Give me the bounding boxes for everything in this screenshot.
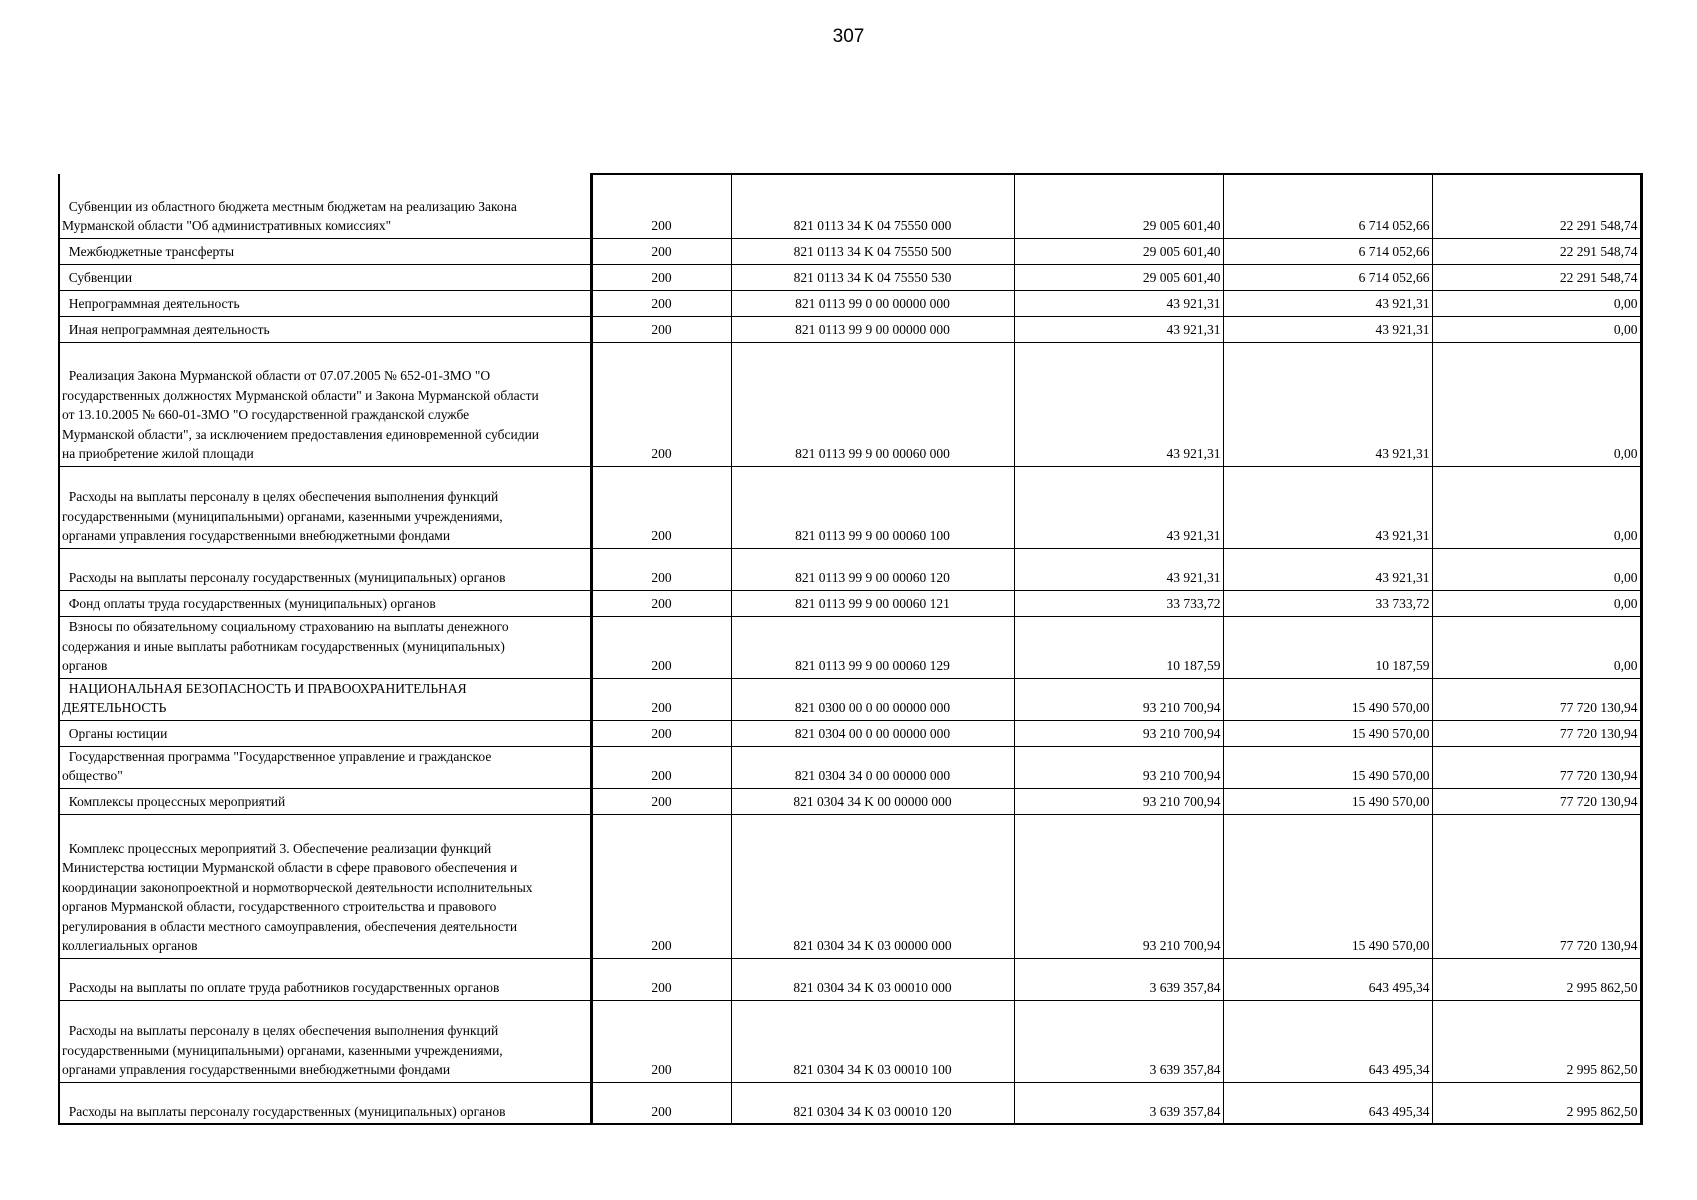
row-approved-amount: 43 921,31 (1014, 290, 1223, 316)
row-approved-amount: 3 639 357,84 (1014, 1000, 1223, 1082)
table-row (59, 548, 1641, 590)
row-approved-amount: 93 210 700,94 (1014, 788, 1223, 814)
row-name: Субвенции (59, 264, 591, 290)
row-budget-classification-code: 821 0113 99 9 00 00000 000 (731, 316, 1014, 342)
row-executed-amount: 6 714 052,66 (1223, 174, 1432, 238)
row-line-code: 200 (591, 316, 731, 342)
row-name: Расходы на выплаты персоналу в целях обеспечения выполнения функций государственными (муниципальными) органами, казенными учреждениями, органами управления государственными внебюджетными фондами (59, 1000, 591, 1082)
row-line-code: 200 (591, 466, 731, 548)
row-approved-amount: 33 733,72 (1014, 590, 1223, 616)
row-unexecuted-amount: 77 720 130,94 (1432, 788, 1641, 814)
budget-table-body (59, 174, 1641, 1124)
row-name: Комплекс процессных мероприятий 3. Обеспечение реализации функций Министерства юстиции Мурманской области в сфере правового обеспечения и координации законопроектной и нормотворческой деятельности исполнительных органов Мурманской области, государственного строительства и правового регулирования в области местного самоуправления, обеспечения деятельности коллегиальных органов (59, 814, 591, 958)
row-executed-amount: 15 490 570,00 (1223, 814, 1432, 958)
row-unexecuted-amount: 22 291 548,74 (1432, 174, 1641, 238)
row-line-code: 200 (591, 616, 731, 678)
row-budget-classification-code: 821 0304 34 K 03 00000 000 (731, 814, 1014, 958)
row-unexecuted-amount: 0,00 (1432, 316, 1641, 342)
table-row (59, 616, 1641, 678)
row-budget-classification-code: 821 0300 00 0 00 00000 000 (731, 678, 1014, 720)
row-executed-amount: 33 733,72 (1223, 590, 1432, 616)
table-row (59, 746, 1641, 788)
row-budget-classification-code: 821 0113 34 K 04 75550 500 (731, 238, 1014, 264)
row-line-code: 200 (591, 174, 731, 238)
row-budget-classification-code: 821 0304 34 K 00 00000 000 (731, 788, 1014, 814)
row-executed-amount: 643 495,34 (1223, 1082, 1432, 1124)
row-name: Фонд оплаты труда государственных (муниципальных) органов (59, 590, 591, 616)
table-row (59, 1000, 1641, 1082)
row-approved-amount: 43 921,31 (1014, 466, 1223, 548)
row-budget-classification-code: 821 0113 99 9 00 00060 100 (731, 466, 1014, 548)
row-unexecuted-amount: 22 291 548,74 (1432, 238, 1641, 264)
row-line-code: 200 (591, 290, 731, 316)
table-row (59, 958, 1641, 1000)
row-line-code: 200 (591, 958, 731, 1000)
row-line-code: 200 (591, 1000, 731, 1082)
row-unexecuted-amount: 77 720 130,94 (1432, 720, 1641, 746)
row-executed-amount: 15 490 570,00 (1223, 746, 1432, 788)
table-row (59, 678, 1641, 720)
row-approved-amount: 29 005 601,40 (1014, 174, 1223, 238)
row-name: Расходы на выплаты персоналу государственных (муниципальных) органов (59, 548, 591, 590)
row-unexecuted-amount: 0,00 (1432, 342, 1641, 466)
row-name: Реализация Закона Мурманской области от 07.07.2005 № 652-01-ЗМО "О государственных должностях Мурманской области" и Закона Мурманской области от 13.10.2005 № 660-01-ЗМО "О государственной гражданской службе Мурманской области", за исключением предоставления единовременной субсидии на приобретение жилой площади (59, 342, 591, 466)
row-approved-amount: 43 921,31 (1014, 342, 1223, 466)
row-approved-amount: 93 210 700,94 (1014, 720, 1223, 746)
row-unexecuted-amount: 2 995 862,50 (1432, 958, 1641, 1000)
table-row (59, 290, 1641, 316)
row-line-code: 200 (591, 678, 731, 720)
row-unexecuted-amount: 0,00 (1432, 290, 1641, 316)
row-line-code: 200 (591, 238, 731, 264)
row-executed-amount: 15 490 570,00 (1223, 788, 1432, 814)
row-approved-amount: 93 210 700,94 (1014, 814, 1223, 958)
row-executed-amount: 43 921,31 (1223, 316, 1432, 342)
row-approved-amount: 93 210 700,94 (1014, 746, 1223, 788)
row-name: Расходы на выплаты персоналу государственных (муниципальных) органов (59, 1082, 591, 1124)
table-row (59, 316, 1641, 342)
row-unexecuted-amount: 77 720 130,94 (1432, 746, 1641, 788)
table-row (59, 590, 1641, 616)
row-approved-amount: 29 005 601,40 (1014, 238, 1223, 264)
row-name: Расходы на выплаты по оплате труда работников государственных органов (59, 958, 591, 1000)
row-name: Межбюджетные трансферты (59, 238, 591, 264)
table-row (59, 238, 1641, 264)
row-executed-amount: 15 490 570,00 (1223, 678, 1432, 720)
row-name: Иная непрограммная деятельность (59, 316, 591, 342)
row-unexecuted-amount: 2 995 862,50 (1432, 1000, 1641, 1082)
row-executed-amount: 43 921,31 (1223, 342, 1432, 466)
row-name: НАЦИОНАЛЬНАЯ БЕЗОПАСНОСТЬ И ПРАВООХРАНИТЕЛЬНАЯ ДЕЯТЕЛЬНОСТЬ (59, 678, 591, 720)
row-unexecuted-amount: 0,00 (1432, 590, 1641, 616)
row-approved-amount: 29 005 601,40 (1014, 264, 1223, 290)
row-line-code: 200 (591, 1082, 731, 1124)
table-row (59, 174, 1641, 238)
row-approved-amount: 10 187,59 (1014, 616, 1223, 678)
row-name: Комплексы процессных мероприятий (59, 788, 591, 814)
row-unexecuted-amount: 0,00 (1432, 466, 1641, 548)
table-row (59, 1082, 1641, 1124)
row-budget-classification-code: 821 0304 34 0 00 00000 000 (731, 746, 1014, 788)
row-executed-amount: 643 495,34 (1223, 1000, 1432, 1082)
row-unexecuted-amount: 77 720 130,94 (1432, 678, 1641, 720)
table-row (59, 720, 1641, 746)
row-line-code: 200 (591, 590, 731, 616)
table-row (59, 788, 1641, 814)
row-line-code: 200 (591, 342, 731, 466)
row-executed-amount: 43 921,31 (1223, 290, 1432, 316)
row-executed-amount: 15 490 570,00 (1223, 720, 1432, 746)
row-name: Государственная программа "Государственное управление и гражданское общество" (59, 746, 591, 788)
row-budget-classification-code: 821 0113 34 K 04 75550 530 (731, 264, 1014, 290)
row-name: Взносы по обязательному социальному страхованию на выплаты денежного содержания и иные выплаты работникам государственных (муниципальных) органов (59, 616, 591, 678)
row-budget-classification-code: 821 0113 99 9 00 00060 120 (731, 548, 1014, 590)
row-name: Субвенции из областного бюджета местным бюджетам на реализацию Закона Мурманской области "Об административных комиссиях" (59, 174, 591, 238)
row-budget-classification-code: 821 0304 00 0 00 00000 000 (731, 720, 1014, 746)
budget-table (58, 173, 1643, 1125)
row-line-code: 200 (591, 720, 731, 746)
row-unexecuted-amount: 0,00 (1432, 616, 1641, 678)
row-budget-classification-code: 821 0113 99 0 00 00000 000 (731, 290, 1014, 316)
row-budget-classification-code: 821 0113 99 9 00 00060 000 (731, 342, 1014, 466)
row-budget-classification-code: 821 0304 34 K 03 00010 120 (731, 1082, 1014, 1124)
row-executed-amount: 43 921,31 (1223, 466, 1432, 548)
table-row (59, 466, 1641, 548)
row-approved-amount: 43 921,31 (1014, 316, 1223, 342)
row-executed-amount: 6 714 052,66 (1223, 238, 1432, 264)
table-row (59, 342, 1641, 466)
row-line-code: 200 (591, 788, 731, 814)
table-row (59, 814, 1641, 958)
row-unexecuted-amount: 2 995 862,50 (1432, 1082, 1641, 1124)
row-budget-classification-code: 821 0304 34 K 03 00010 100 (731, 1000, 1014, 1082)
row-line-code: 200 (591, 548, 731, 590)
row-budget-classification-code: 821 0113 99 9 00 00060 129 (731, 616, 1014, 678)
row-name: Непрограммная деятельность (59, 290, 591, 316)
table-row (59, 264, 1641, 290)
row-executed-amount: 643 495,34 (1223, 958, 1432, 1000)
page-number: 307 (832, 26, 865, 47)
row-name: Расходы на выплаты персоналу в целях обеспечения выполнения функций государственными (муниципальными) органами, казенными учреждениями, органами управления государственными внебюджетными фондами (59, 466, 591, 548)
row-budget-classification-code: 821 0304 34 K 03 00010 000 (731, 958, 1014, 1000)
row-approved-amount: 93 210 700,94 (1014, 678, 1223, 720)
row-budget-classification-code: 821 0113 34 K 04 75550 000 (731, 174, 1014, 238)
row-unexecuted-amount: 22 291 548,74 (1432, 264, 1641, 290)
row-executed-amount: 6 714 052,66 (1223, 264, 1432, 290)
row-unexecuted-amount: 77 720 130,94 (1432, 814, 1641, 958)
row-line-code: 200 (591, 264, 731, 290)
row-unexecuted-amount: 0,00 (1432, 548, 1641, 590)
row-approved-amount: 43 921,31 (1014, 548, 1223, 590)
row-name: Органы юстиции (59, 720, 591, 746)
row-approved-amount: 3 639 357,84 (1014, 1082, 1223, 1124)
row-executed-amount: 10 187,59 (1223, 616, 1432, 678)
row-approved-amount: 3 639 357,84 (1014, 958, 1223, 1000)
row-line-code: 200 (591, 814, 731, 958)
row-budget-classification-code: 821 0113 99 9 00 00060 121 (731, 590, 1014, 616)
row-line-code: 200 (591, 746, 731, 788)
row-executed-amount: 43 921,31 (1223, 548, 1432, 590)
